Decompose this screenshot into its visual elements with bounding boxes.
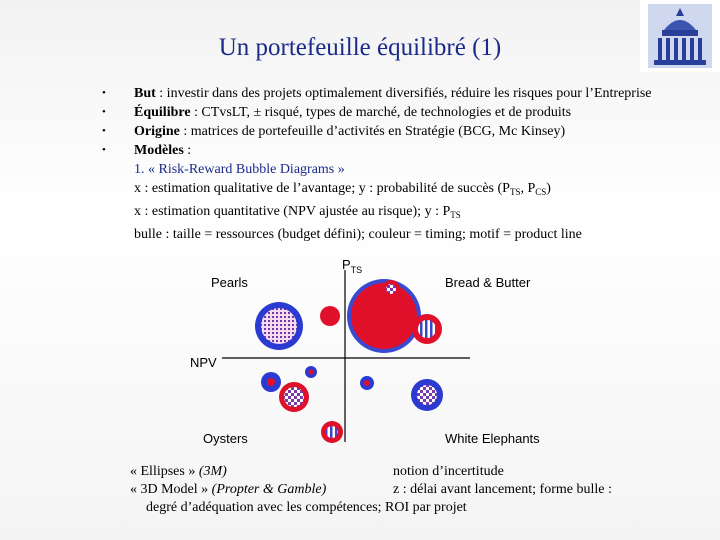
subitem-line: bulle : taille = ressources (budget défini); couleur = timing; motif = product line: [134, 227, 582, 242]
bullet-term: Équilibre: [134, 105, 191, 120]
bubble: [412, 314, 442, 344]
footer-right-text: z : délai avant lancement; forme bulle :: [393, 482, 612, 497]
footer-right-text: notion d’incertitude: [393, 464, 504, 479]
footer-notes: [130, 463, 690, 517]
footer-line: « Ellipses » (3M) notion d’incertitude: [130, 464, 504, 479]
footer-line: degré d’adéquation avec les compétences; ROI par projet: [146, 500, 467, 515]
x-axis-label: NPV: [190, 355, 217, 370]
bullet-marker: •: [102, 87, 106, 99]
bullet-marker: •: [102, 144, 106, 156]
y-axis-label: $P_{TS}$: [342, 257, 363, 275]
footer-line: « 3D Model » (Propter & Gamble) z : délai avant lancement; forme bulle :: [130, 482, 612, 497]
bubble: [255, 302, 303, 350]
bubble: [411, 379, 443, 411]
bullet-term: Origine: [134, 124, 180, 139]
subitem-title: 1. « Risk-Reward Bubble Diagrams »: [134, 162, 345, 177]
quadrant-label-pearls: Pearls: [211, 275, 248, 290]
bullet-text: : matrices de portefeuille d’activités en Stratégie (BCG, Mc Kinsey): [179, 124, 566, 139]
bullet-term: But: [134, 86, 156, 101]
bubble: [305, 366, 317, 378]
quadrant-label-white-elephants: White Elephants: [445, 431, 540, 446]
quadrant-label-oysters: Oysters: [203, 431, 248, 446]
subitem-line: x : estimation quantitative (NPV ajustée au risque); y : $P_{TS}$: [134, 204, 461, 220]
bullet-text: : investir dans des projets optimalement diversifiés, réduire les risques pour l’Entreprise: [155, 86, 652, 101]
bullet-text: : CTvsLT, ± risqué, types de marché, de technologies et de produits: [190, 105, 572, 120]
bullet-text: :: [183, 143, 192, 158]
bubble: [279, 382, 309, 412]
quadrant-label-bread-butter: Bread & Butter: [445, 275, 531, 290]
slide-title: Un portefeuille équilibré (1): [218, 34, 502, 61]
bullet-marker: •: [102, 125, 106, 137]
subitem-line: x : estimation qualitative de l’avantage; y : probabilité de succès ($P_{TS}$, $P_{CS}$): [134, 181, 551, 197]
bubble: [320, 306, 340, 326]
bubble: [360, 376, 374, 390]
bullet-term: Modèles: [134, 143, 184, 158]
bubble: [261, 372, 281, 392]
bubble: [382, 280, 400, 298]
bullet-marker: •: [102, 106, 106, 118]
bubble: [321, 421, 343, 443]
